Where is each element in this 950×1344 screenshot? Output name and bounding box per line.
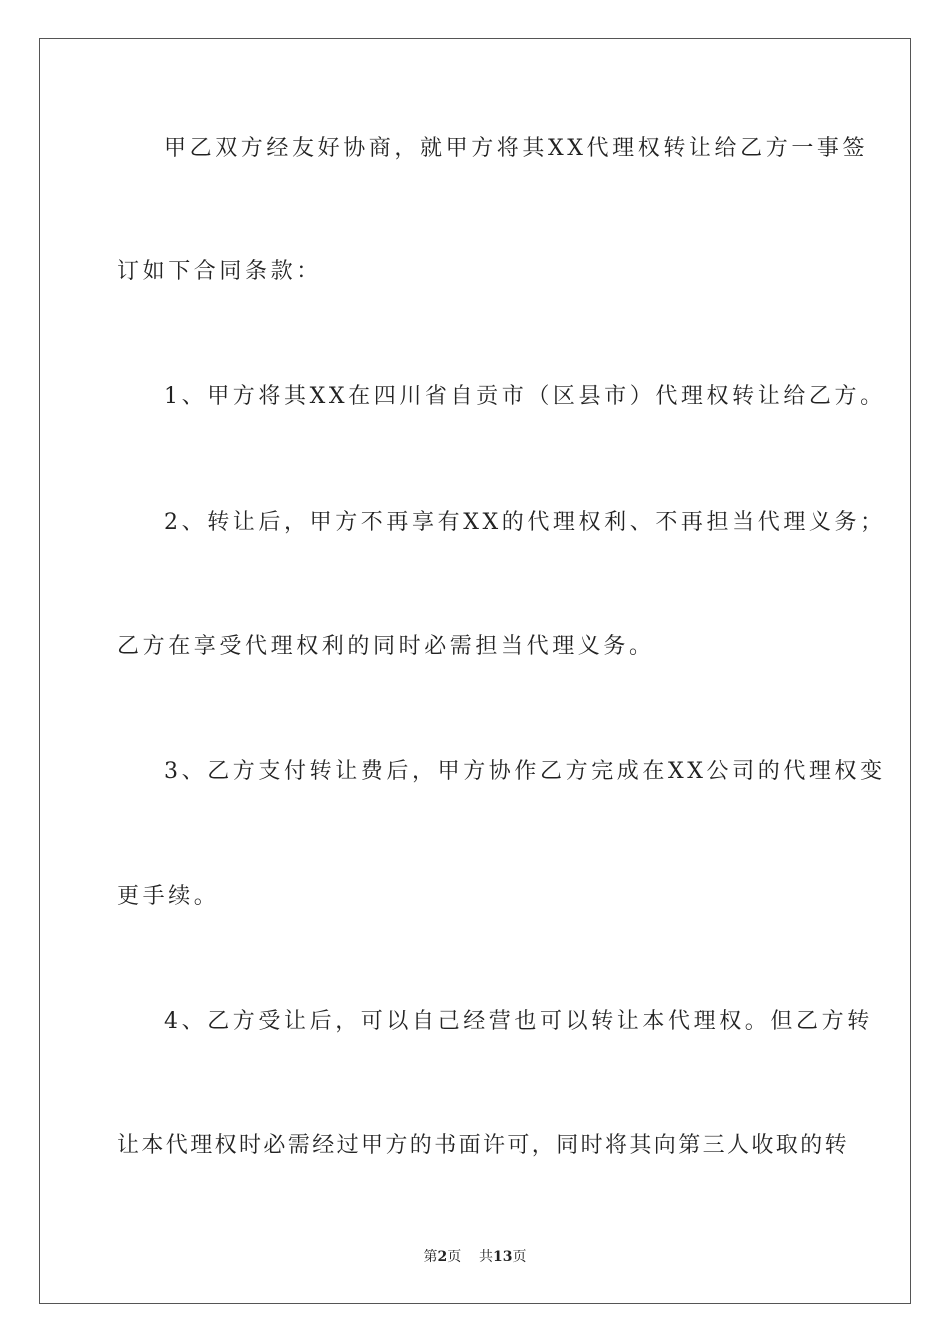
page-frame [39,38,911,1304]
clause-3-line-1: 3、乙方支付转让费后，甲方协作乙方完成在XX公司的代理权变 [164,759,886,784]
clause-2-line-1: 2、转让后，甲方不再享有XX的代理权利、不再担当代理义务； [164,510,886,535]
page-footer [0,1247,950,1267]
paragraph-line-2: 订如下合同条款： [117,259,322,284]
footer-page-number: 2 [437,1249,448,1265]
footer-total-prefix: 共 [479,1249,494,1265]
footer-page-prefix: 第 [423,1249,438,1265]
clause-2-line-2: 乙方在享受代理权利的同时必需担当代理义务。 [117,634,655,659]
footer-total-pages: 13 [493,1249,513,1265]
footer-total-suffix: 页 [512,1249,527,1265]
footer-page-suffix: 页 [447,1249,462,1265]
clause-4-line-1: 4、乙方受让后，可以自己经营也可以转让本代理权。但乙方转 [164,1009,873,1034]
clause-1-line-1: 1、甲方将其XX在四川省自贡市（区县市）代理权转让给乙方。 [164,384,886,409]
clause-4-line-2: 让本代理权时必需经过甲方的书面许可，同时将其向第三人收取的转 [117,1133,850,1158]
clause-3-line-2: 更手续。 [117,884,220,909]
paragraph-line-1: 甲乙双方经友好协商，就甲方将其XX代理权转让给乙方一事签 [164,136,869,161]
